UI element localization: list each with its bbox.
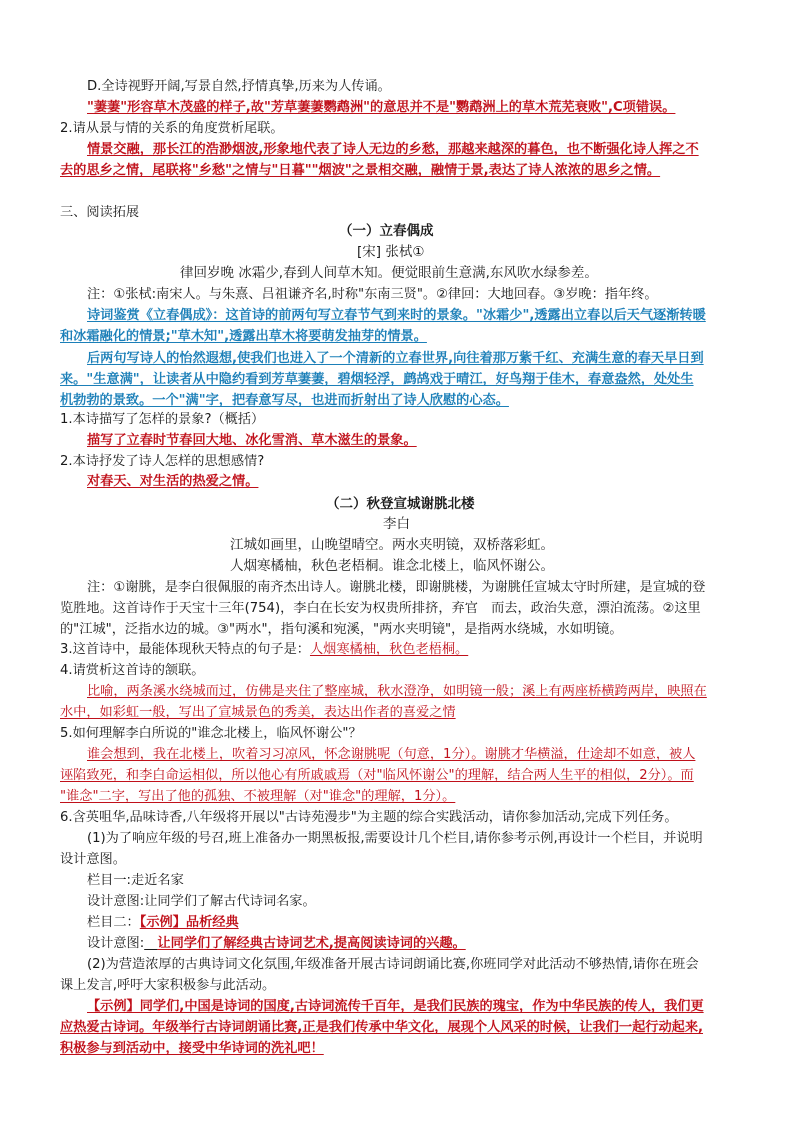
question-6-answer-line3: 积极参与到活动中，接受中华诗词的洗礼吧！ xyxy=(60,1041,324,1056)
column-2 xyxy=(87,913,239,933)
poem2-note-line3: 的"江城"，泛指水边的城。③"两水"，指句溪和宛溪，"两水夹明镜"，是指两水绕城，水如明镜。 xyxy=(60,622,623,637)
poem2-answer-5-line1: 谁会想到，我在北楼上，吹着习习凉风，怀念谢朓呢（句意，1分）。谢朓才华横溢，仕途却不如意，被人 xyxy=(87,747,696,762)
column-2-answer: 【示例】品析经典 xyxy=(139,915,239,930)
question-6-answer-line2: 应热爱古诗词。年级举行古诗词朗诵比赛,正是我们传承中华文化，展现个人风采的时候，让我们一起行动起来, xyxy=(60,1020,704,1035)
poem2-note-line1: 注：①谢朓，是李白很佩服的南齐杰出诗人。谢朓北楼，即谢朓楼，为谢朓任宣城太守时所建，是宣城的登 xyxy=(87,580,706,595)
poem1-answer-1: 描写了立春时节春回大地、冰化雪消、草木滋生的景象。 xyxy=(87,433,417,448)
question-6-intro: 6.含英咀华,品味诗香,八年级将开展以"古诗苑漫步"为主题的综合实践活动，请你参加活动,完成下列任务。 xyxy=(60,810,678,825)
answer-2-part1-line2: 去的思乡之情，尾联将"乡愁"之情与"日暮""烟波"之景相交融，融情于景,表达了诗人浓浓的思乡之情。 xyxy=(60,163,661,178)
question-2-part1: 2.请从景与情的关系的角度赏析尾联。 xyxy=(60,121,284,136)
poem1-question-2: 2.本诗抒发了诗人怎样的思想感情? xyxy=(60,454,265,469)
question-6-answer-line1: 【示例】同学们,中国是诗词的国度,古诗词流传千百年，是我们民族的瑰宝，作为中华民族的传人，我们更 xyxy=(87,999,704,1014)
poem2-answer-4-line2: 水中，如彩虹一般，写出了宣城景色的秀美，表达出作者的喜爱之情 xyxy=(60,705,456,720)
poem2-author: 李白 xyxy=(383,516,410,532)
poem2-note-line2: 览胜地。这首诗作于天宝十三年(754)，李白在长安为权贵所排挤，弃官 而去，政治失意，漂泊流荡。②这里 xyxy=(60,601,701,616)
answer-option-d: "萋萋"形容草木茂盛的样子,故"芳草萋萋鹦鹉洲"的意思并不是"鹦鹉洲上的草木荒芜衰败",C项错误。 xyxy=(87,100,676,115)
column-1: 栏目一:走近名家 xyxy=(87,873,184,888)
poem1-appreciation-line1: 诗词鉴赏《立春偶成》：这首诗的前两句写立春节气到来时的景象。"冰霜少",透露出立春以后天气逐渐转暖 xyxy=(87,308,706,323)
poem1-note: 注：①张栻:南宋人。与朱熹、吕祖谦齐名,时称"东南三贤"。②律回：大地回春。③岁晚：指年终。 xyxy=(87,287,658,302)
poem2-question-5: 5.如何理解李白所说的"谁念北楼上，临风怀谢公"？ xyxy=(60,726,362,741)
design-intent-2 xyxy=(87,934,466,954)
question-6-part1-line2: 设计意图。 xyxy=(60,852,126,867)
design-intent-2-label: 设计意图: xyxy=(87,936,145,951)
poem2-question-3 xyxy=(60,640,468,660)
poem2-title: （二）秋登宣城谢朓北楼 xyxy=(326,496,475,512)
poem1-question-1: 1.本诗描写了怎样的景象?（概括） xyxy=(60,412,265,427)
poem1-appreciation-line5: 机勃勃的景致。一个"满"字，把春意写尽，也进而折射出了诗人欣慰的心态。 xyxy=(60,393,509,408)
poem1-appreciation-line3: 后两句写诗人的怡然遐想,使我们也进入了一个清新的立春世界,向往着那万紫千红、充满生意的春天早日到 xyxy=(87,351,704,366)
poem2-answer-3: 人烟寒橘柚，秋色老梧桐。 xyxy=(309,642,469,657)
section-heading: 三、阅读拓展 xyxy=(60,205,140,220)
option-d: D.全诗视野开阔,写景自然,抒情真挚,历来为人传诵。 xyxy=(87,79,391,94)
poem2-question-3-text: 3.这首诗中，最能体现秋天特点的句子是： xyxy=(60,642,310,657)
poem1-appreciation-line4: 来。"生意满"，让读者从中隐约看到芳草萋萋，碧烟轻浮，鹧鸪戏于晴江，好鸟翔于佳木，春意盎然，处处生 xyxy=(60,372,694,387)
design-intent-2-answer: 让同学们了解经典古诗词艺术,提高阅读诗词的兴趣。 xyxy=(157,936,466,951)
poem1-answer-2: 对春天、对生活的热爱之情。 xyxy=(87,474,259,489)
poem2-question-4: 4.请赏析这首诗的颔联。 xyxy=(60,663,205,678)
poem2-answer-5-line3: "谁念"二字，写出了他的孤独、不被理解（对"谁念"的理解，1分）。 xyxy=(60,789,456,804)
poem1-title: （一）立春偶成 xyxy=(339,223,434,239)
poem1-appreciation-line2: 和冰霜融化的情景;"草木知",透露出草木将要萌发抽芽的情景。 xyxy=(60,329,427,344)
question-6-part2-line2: 课上发言,呼吁大家积极参与此活动。 xyxy=(60,978,276,993)
poem2-line2: 人烟寒橘柚，秋色老梧桐。谁念北楼上，临风怀谢公。 xyxy=(230,558,554,574)
poem2-answer-5-line2: 诬陷致死，和李白命运相似，所以他心有所戚戚焉（对"临风怀谢公"的理解，结合两人生平的相似，2分）。而 xyxy=(60,768,694,783)
column-2-label: 栏目二： xyxy=(87,915,140,930)
poem1-text: 律回岁晚 冰霜少,春到人间草木知。便觉眼前生意满,东风吹水绿参差。 xyxy=(180,265,598,281)
design-intent-1: 设计意图:让同学们了解古代诗词名家。 xyxy=(87,894,316,909)
question-6-part1-line1: (1)为了响应年级的号召,班上准备办一期黑板报,需要设计几个栏目,请你参考示例,再设计一个栏目，并说明 xyxy=(87,831,703,846)
poem2-line1: 江城如画里，山晚望晴空。两水夹明镜，双桥落彩虹。 xyxy=(230,537,554,553)
answer-2-part1-line1: 情景交融，那长江的浩渺烟波,形象地代表了诗人无边的乡愁，那越来越深的暮色，也不断强化诗人挥之不 xyxy=(87,142,699,157)
poem1-author: [宋] 张栻① xyxy=(357,244,425,260)
blank-space xyxy=(144,936,157,951)
question-6-part2-line1: (2)为营造浓厚的古典诗词文化氛围,年级准备开展古诗词朗诵比赛,你班同学对此活动不够热情,请你在班会 xyxy=(87,957,699,972)
poem2-answer-4-line1: 比喻，两条溪水绕城而过，仿佛是夹住了整座城，秋水澄净，如明镜一般；溪上有两座桥横跨两岸，映照在 xyxy=(87,684,707,699)
